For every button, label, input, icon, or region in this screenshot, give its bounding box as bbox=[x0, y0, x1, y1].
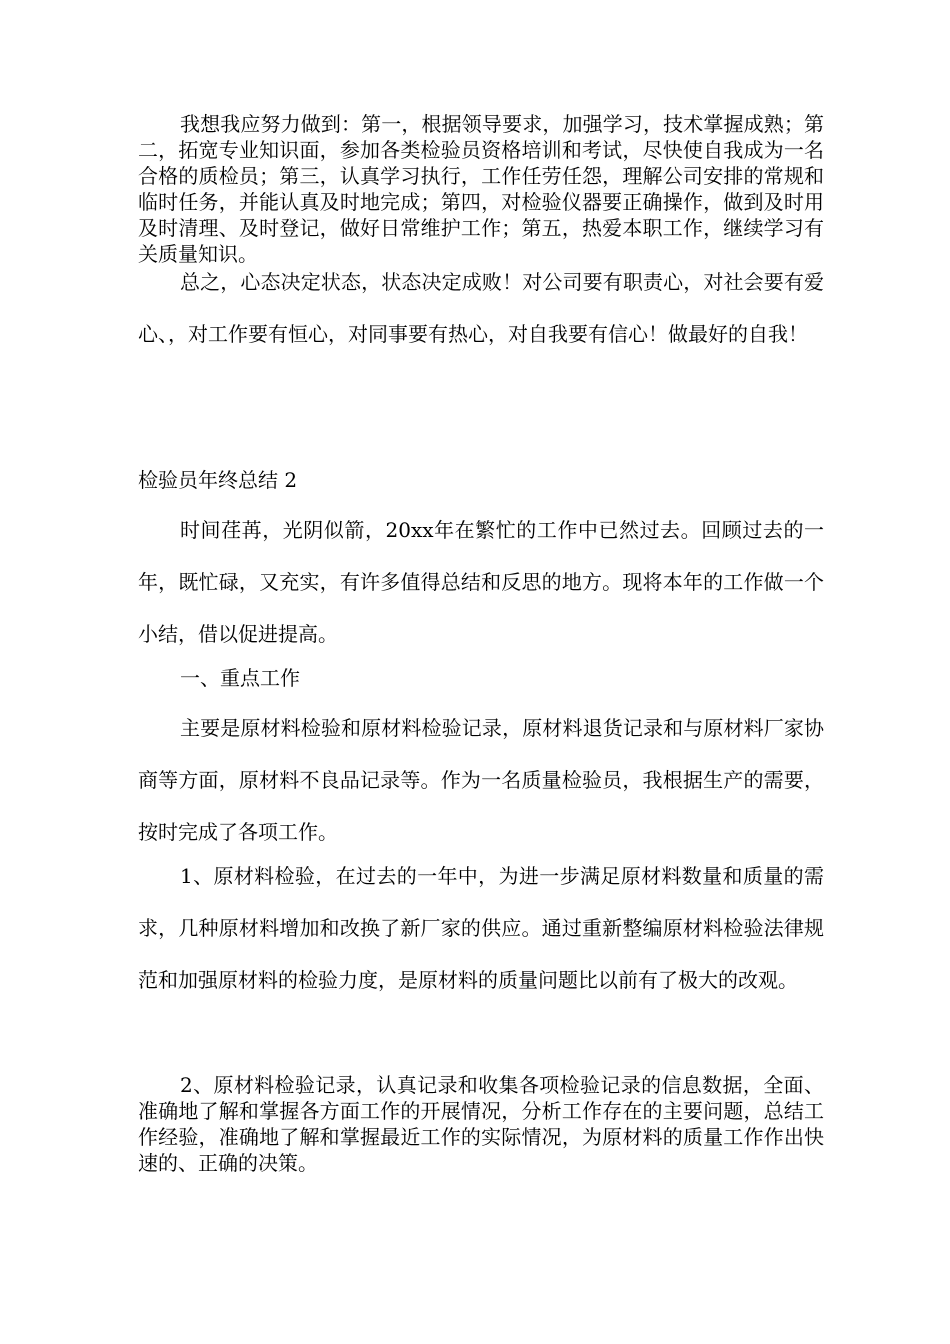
paragraph-key-work: 主要是原材料检验和原材料检验记录，原材料退货记录和与原材料厂家协商等方面，原材料不良品记录等。作为一名质量检验员，我根据生产的需要，按时完成了各项工作。 bbox=[138, 716, 824, 844]
paragraph-conclusion: 总之，心态决定状态，状态决定成败！对公司要有职责心，对社会要有爱心、，对工作要有恒心，对同事要有热心，对自我要有信心！做最好的自我！ bbox=[138, 270, 824, 346]
paragraph-item-2: 2、原材料检验记录，认真记录和收集各项检验记录的信息数据，全面、准确地了解和掌握各方面工作的开展情况，分析工作存在的主要问题，总结工作经验，准确地了解和掌握最近工作的实际情况，为原材料的质量工作作出快速的、正确的决策。 bbox=[138, 1073, 824, 1175]
paragraph-intro: 时间荏苒，光阴似箭，20xx年在繁忙的工作中已然过去。回顾过去的一年，既忙碌，又充实，有许多值得总结和反思的地方。现将本年的工作做一个小结，借以促进提高。 bbox=[138, 518, 824, 646]
heading-key-work: 一、重点工作 bbox=[180, 666, 300, 690]
section-title: 检验员年终总结 2 bbox=[138, 468, 298, 492]
paragraph-item-1: 1、原材料检验，在过去的一年中，为进一步满足原材料数量和质量的需求，几种原材料增加和改换了新厂家的供应。通过重新整编原材料检验法律规范和加强原材料的检验力度，是原材料的质量问题比以前有了极大的改观。 bbox=[138, 864, 824, 992]
paragraph-efforts: 我想我应努力做到：第一，根据领导要求，加强学习，技术掌握成熟；第二，拓宽专业知识面，参加各类检验员资格培训和考试，尽快使自我成为一名合格的质检员；第三，认真学习执行，工作任劳任怨，理解公司安排的常规和临时任务，并能认真及时地完成；第四，对检验仪器要正确操作，做到及时用及时清理、及时登记，做好日常维护工作；第五，热爱本职工作，继续学习有关质量知识。 bbox=[138, 112, 824, 266]
